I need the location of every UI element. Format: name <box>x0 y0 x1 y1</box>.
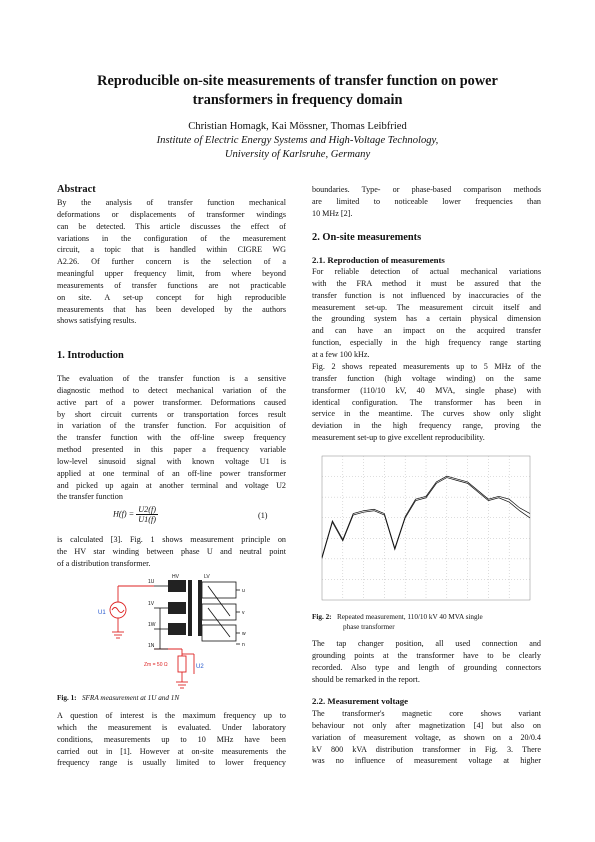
formula-lhs: H(f) = <box>113 509 135 519</box>
text-line: A2.26. Of further concern is the selection of a <box>57 257 286 267</box>
source-voltage-label: U1 <box>98 610 106 616</box>
lv-label: LV <box>204 574 210 580</box>
text-line: the transfer function <box>57 492 123 502</box>
text-line: on site. A set-up concept for high reproducible <box>57 292 286 302</box>
section-2-heading: 2. On-site measurements <box>312 232 422 243</box>
fig2-caption-line-2: phase transformer <box>343 623 395 631</box>
fig2-chart <box>314 450 536 608</box>
text-line: boundaries. Type- or phase-based comparison methods <box>312 185 541 194</box>
text-line: deviation in the high frequency range, proving the <box>312 421 541 431</box>
text-line: can be detected. This article discusses the effect of <box>57 221 286 231</box>
text-line: meaningful upper frequency limit, from where beyond <box>57 269 286 279</box>
authors: Christian Homagk, Kai Mössner, Thomas Leibfried <box>188 121 407 132</box>
text-line: measurement set-up. The measurement circuit itself and <box>312 302 541 312</box>
lv-terminal-u: u <box>242 588 245 594</box>
text-line: identical configuration. The transformer has been in <box>312 397 541 407</box>
fig1-circuit-diagram <box>90 574 250 692</box>
text-line: recorded. Also type and length of grounding connectors <box>312 662 541 672</box>
text-line: and picked up again at another terminal and voltage U2 <box>57 480 286 490</box>
right-para-1 <box>312 266 541 361</box>
fig2-caption-line-1: Repeated measurement, 110/10 kV 40 MVA single <box>336 613 483 621</box>
text-line: variation of measurement voltage, as shown on a 20/0.4 <box>312 732 541 742</box>
formula-fraction <box>136 505 158 524</box>
text-line: method presented in this paper a frequency variable <box>57 445 286 455</box>
text-line: diagnostic method to detect mechanical variation of the <box>57 385 286 395</box>
text-line: transfer function is not influenced by inaccuracies of the <box>312 290 541 300</box>
transfer-function-formula <box>113 505 158 524</box>
fig2-caption-label: Fig. 2: <box>312 613 332 621</box>
text-line: carried out in [1]. However at on-site measurements the <box>57 746 286 756</box>
section-1-heading: 1. Introduction <box>57 350 124 361</box>
text-line: applied at one terminal of an off-line power transformer <box>57 468 286 478</box>
text-line: should be remarked in the report. <box>312 674 420 684</box>
text-line: By the analysis of transfer function mechanical <box>57 198 286 207</box>
right-para-0 <box>312 184 541 220</box>
affiliation-line-1: Institute of Electric Energy Systems and High-Voltage Technology, <box>156 135 439 146</box>
chart-series <box>322 476 530 558</box>
resistor-label: Zm = 50 Ω <box>144 662 168 668</box>
abstract-body <box>57 197 286 327</box>
lv-terminal-v: v <box>242 610 245 616</box>
text-line: of a distribution transformer. <box>57 558 151 568</box>
formula-number: (1) <box>258 511 268 520</box>
text-line: behaviour not only after magnetization [4] but also on <box>312 720 541 730</box>
text-line: measurement set-up to give excellent reproducibility. <box>312 433 485 443</box>
text-line: transformer (110/10 kV, 40 MVA, single phase) with <box>312 385 541 395</box>
text-line: the HV star winding between phase U and neutral point <box>57 546 286 556</box>
text-line: variations in the configuration of the measurement <box>57 233 286 243</box>
text-line: A question of interest is the maximum frequency up to <box>57 711 286 720</box>
text-line: measurements of transfer functions are not practicable <box>57 280 286 290</box>
text-line: active part of a power transformer. Deformations caused <box>57 397 286 407</box>
text-line: low-level sinusoid signal with known voltage U1 is <box>57 456 286 466</box>
text-line: the transfer function with the off-line sweep frequency <box>57 433 286 443</box>
terminal-1u: 1U <box>148 579 155 585</box>
chart-grid <box>322 456 530 600</box>
intro-para-1 <box>57 373 286 503</box>
text-line: circuit, a topic that is handled within CIGRE WG <box>57 245 286 255</box>
section-2-2-heading: 2.2. Measurement voltage <box>312 696 409 706</box>
measured-voltage-label: U2 <box>196 664 204 670</box>
text-line: with the FRA method it must be assured that the <box>312 278 541 288</box>
text-line: For reliable detection of actual mechanical variations <box>312 267 541 276</box>
text-line: The evaluation of the transfer function is a sensitive <box>57 374 286 383</box>
text-line: by short circuit currents or transportation forces result <box>57 409 286 419</box>
right-para-3 <box>312 638 541 685</box>
text-line: the grounding system has a certain physical dimension <box>312 314 541 324</box>
title-line-2: transformers in frequency domain <box>192 92 403 108</box>
formula-numerator: U2(f) <box>138 505 156 514</box>
text-line: which the measurement is evaluated. Under laboratory <box>57 722 286 732</box>
section-2-1-heading: 2.1. Reproduction of measurements <box>312 255 445 265</box>
right-para-4 <box>312 708 541 767</box>
affiliation-line-2: University of Karlsruhe, Germany <box>224 148 371 160</box>
text-line: conditions, measurements up to 10 MHz have been <box>57 734 286 744</box>
text-line: was no influence of measurement voltage at higher <box>312 756 541 766</box>
text-line: The tap changer position, all used connection and <box>312 639 541 648</box>
text-line: Fig. 2 shows repeated measurements up to 5 MHz of the <box>312 362 541 371</box>
text-line: in variation of the transfer function. For acquisition of <box>57 421 286 431</box>
text-line: service in the meantime. The curves show only slight <box>312 409 541 419</box>
text-line: deformations or displacements of transformer windings <box>57 209 286 219</box>
text-line: 10 MHz [2]. <box>312 208 353 218</box>
lv-terminal-n: n <box>242 642 245 648</box>
text-line: is calculated [3]. Fig. 1 shows measurement principle on <box>57 535 286 544</box>
text-line: at a few 100 kHz. <box>312 349 370 359</box>
text-line: shows satisfying results. <box>57 316 137 326</box>
text-line: function, especially in the high frequency range starting <box>312 338 541 348</box>
intro-para-3 <box>57 710 286 769</box>
text-line: and can have an impact on the acquired transfer <box>312 326 541 336</box>
title-line-1: Reproducible on-site measurements of transfer function on power <box>97 73 498 89</box>
text-line: measurements that has been developed by the authors <box>57 304 286 314</box>
lv-terminal-w: w <box>242 631 246 637</box>
fig1-caption <box>57 693 179 703</box>
intro-para-2 <box>57 534 286 570</box>
text-line: The transformer's magnetic core shows variant <box>312 709 541 718</box>
fig2-caption <box>312 612 541 632</box>
text-line: kV 800 kVA distribution transformer in Fig. 3. There <box>312 744 541 754</box>
paper-title <box>60 72 535 110</box>
terminal-1w: 1W <box>148 622 156 628</box>
fig1-caption-text: SFRA measurement at 1U and 1N <box>81 694 180 702</box>
text-line: transfer function (high voltage winding) on the same <box>312 373 541 383</box>
formula-denominator: U1(f) <box>138 515 156 524</box>
right-para-2 <box>312 361 541 444</box>
affiliation <box>60 134 535 161</box>
text-line: are limited to noticeable lower frequencies than <box>312 196 541 206</box>
fig1-caption-label: Fig. 1: <box>57 694 77 702</box>
abstract-heading: Abstract <box>57 184 96 195</box>
text-line: frequency range is usually limited to lower frequency <box>57 758 286 768</box>
terminal-1n: 1N <box>148 643 155 649</box>
terminal-1v: 1V <box>148 601 155 607</box>
hv-label: HV <box>172 574 179 580</box>
text-line: grounding points at the transformer have to be clearly <box>312 650 541 660</box>
